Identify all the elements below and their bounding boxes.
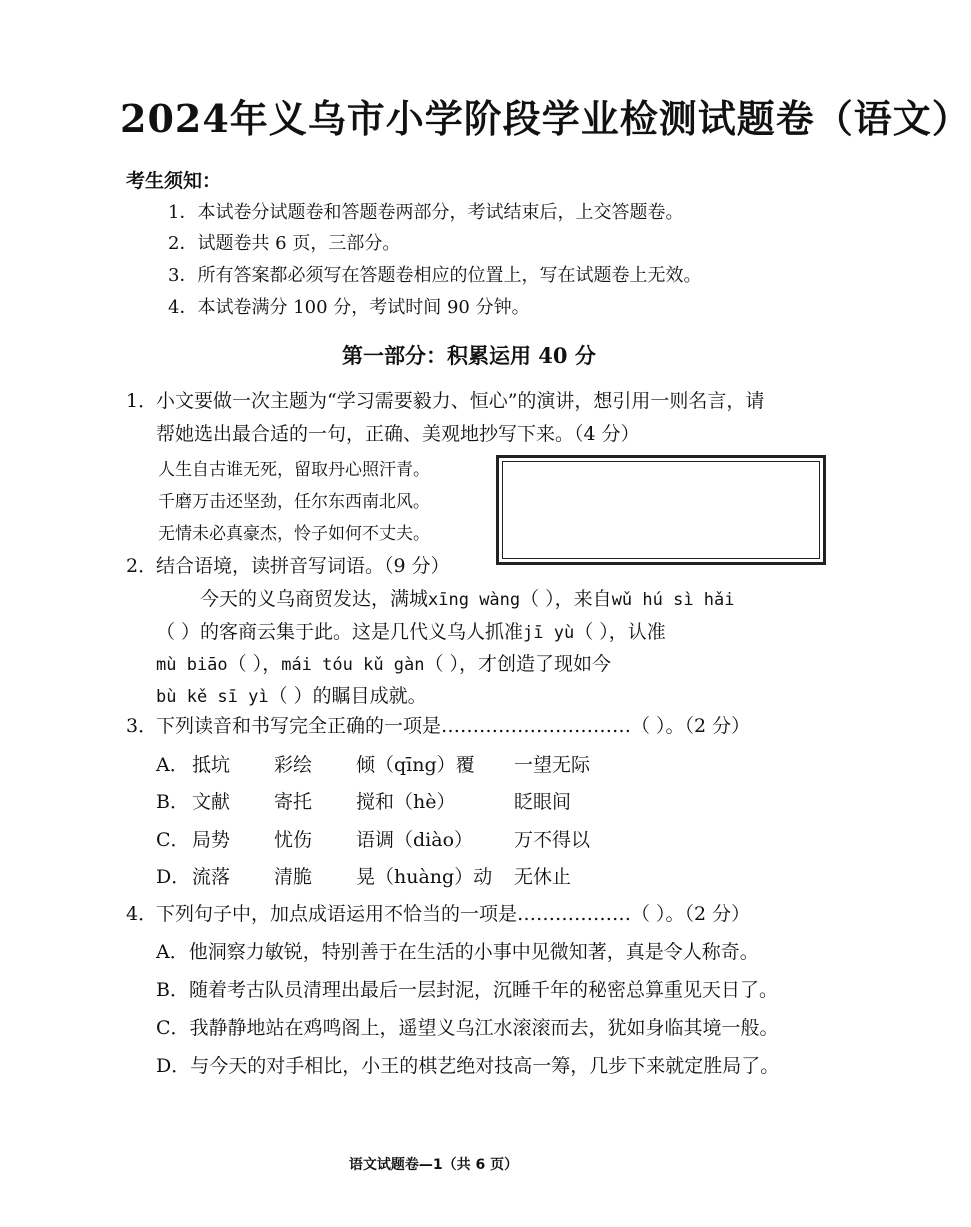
question-number: 2． bbox=[126, 555, 158, 577]
page-footer: 语文试题卷—1（共 6 页） bbox=[348, 1157, 519, 1173]
quote-option: 千磨万击还坚劲，任尔东西南北风。 bbox=[158, 492, 430, 512]
q2-line3 bbox=[156, 651, 611, 678]
option-word: 语调（diào） bbox=[356, 829, 474, 851]
option-label: C． bbox=[156, 829, 190, 851]
option-word: 文献 bbox=[192, 791, 231, 813]
option-label: B． bbox=[156, 791, 189, 813]
answer-box[interactable] bbox=[496, 455, 826, 565]
blank[interactable]: （ ）的瞩目成就。 bbox=[268, 685, 427, 707]
question-1 bbox=[126, 388, 764, 414]
question-3 bbox=[126, 713, 750, 739]
option-word: 清脆 bbox=[274, 866, 313, 888]
option-word: 晃（huàng）动 bbox=[356, 866, 493, 888]
option-word: 抵坑 bbox=[192, 754, 231, 776]
option-label: D． bbox=[156, 866, 191, 888]
blank[interactable]: （ ）的客商云集于此。这是几代义乌人抓准 bbox=[156, 621, 524, 643]
question-1-line2: 帮她选出最合适的一句，正确、美观地抄写下来。（4 分） bbox=[156, 423, 640, 445]
option-word: 寄托 bbox=[274, 791, 313, 813]
question-text: 小文要做一次主题为“学习需要毅力、恒心”的演讲，想引用一则名言，请 bbox=[156, 390, 765, 412]
q2-line4 bbox=[156, 683, 427, 710]
pinyin: wǔ hú sì hǎi bbox=[611, 590, 735, 610]
notice-item: 2．试题卷共 6 页，三部分。 bbox=[168, 233, 401, 254]
option-word: 眨眼间 bbox=[514, 791, 572, 813]
question-text: 下列读音和书写完全正确的一项是…………………………（ ）。（2 分） bbox=[156, 715, 751, 737]
question-number: 3． bbox=[126, 715, 158, 737]
pinyin: mái tóu kǔ gàn bbox=[281, 655, 425, 675]
question-2 bbox=[126, 553, 450, 579]
q2-line2 bbox=[156, 619, 666, 646]
question-text: 结合语境，读拼音写词语。（9 分） bbox=[156, 555, 450, 577]
option-word: 搅和（hè） bbox=[356, 791, 456, 813]
option-label: A． bbox=[156, 754, 189, 776]
option-word: 局势 bbox=[192, 829, 231, 851]
q2-text: 今天的义乌商贸发达，满城 bbox=[200, 588, 429, 610]
option-word: 无休止 bbox=[514, 866, 572, 888]
pinyin: jī yù bbox=[523, 623, 575, 643]
question-4 bbox=[126, 901, 750, 927]
option-word: 一望无际 bbox=[514, 754, 591, 776]
notice-item: 3．所有答案都必须写在答题卷相应的位置上，写在试题卷上无效。 bbox=[168, 265, 702, 286]
blank[interactable]: （ ）， bbox=[227, 653, 282, 675]
question-number: 1． bbox=[126, 390, 158, 412]
q2-line1 bbox=[200, 586, 735, 613]
page-title: 2024年义乌市小学阶段学业检测试题卷（语文） bbox=[120, 96, 971, 141]
quote-option: 人生自古谁无死，留取丹心照汗青。 bbox=[158, 460, 430, 480]
option-word: 忧伤 bbox=[274, 829, 313, 851]
option-b[interactable]: B．随着考古队员清理出最后一层封泥，沉睡千年的秘密总算重见天日了。 bbox=[156, 979, 778, 1001]
option-c[interactable]: C．我静静地站在鸡鸣阁上，遥望义乌江水滚滚而去，犹如身临其境一般。 bbox=[156, 1017, 779, 1039]
quote-option: 无情未必真豪杰，怜子如何不丈夫。 bbox=[158, 524, 430, 544]
pinyin: mù biāo bbox=[156, 655, 228, 675]
option-word: 万不得以 bbox=[514, 829, 591, 851]
blank[interactable]: （ ），才创造了现如今 bbox=[424, 653, 612, 675]
question-number: 4． bbox=[126, 903, 158, 925]
question-text: 下列句子中，加点成语运用不恰当的一项是………………（ ）。（2 分） bbox=[156, 903, 751, 925]
section-heading: 第一部分：积累运用 40 分 bbox=[342, 343, 596, 368]
notice-item: 4．本试卷满分 100 分，考试时间 90 分钟。 bbox=[168, 297, 530, 318]
option-d[interactable]: D．与今天的对手相比，小王的棋艺绝对技高一筹，几步下来就定胜局了。 bbox=[156, 1055, 780, 1077]
blank[interactable]: （ ），来自 bbox=[520, 588, 612, 610]
blank[interactable]: （ ），认准 bbox=[574, 621, 666, 643]
option-word: 倾（qīng）覆 bbox=[356, 754, 475, 776]
pinyin: xīng wàng bbox=[428, 590, 521, 610]
notice-item: 1．本试卷分试题卷和答题卷两部分，考试结束后，上交答题卷。 bbox=[168, 202, 684, 223]
notice-heading: 考生须知： bbox=[126, 170, 222, 192]
option-word: 流落 bbox=[192, 866, 231, 888]
option-word: 彩绘 bbox=[274, 754, 313, 776]
pinyin: bù kě sī yì bbox=[156, 687, 269, 707]
option-a[interactable]: A．他洞察力敏锐，特别善于在生活的小事中见微知著，真是令人称奇。 bbox=[156, 941, 759, 963]
